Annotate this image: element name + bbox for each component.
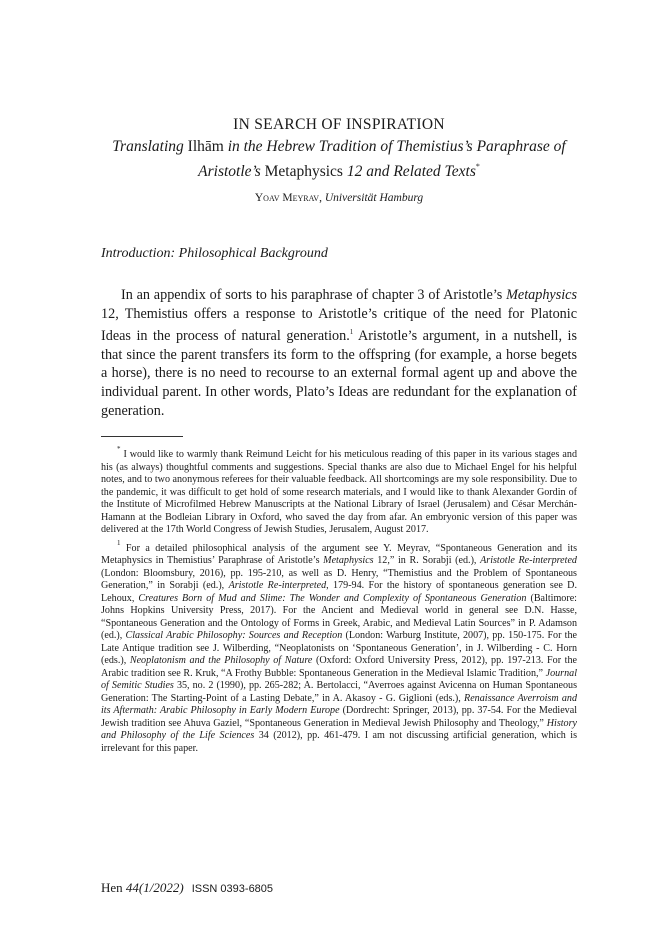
journal-issue: 44(1/2022): [125, 880, 184, 895]
footnote-text: (London: Warburg Institute, 2007), pp. 150-175. For the Late Antique tradition see J. Wilberding, “Neoplatonists on ‘Spontaneous Generation’, in J. Wilberding - C. Horn (eds.),: [101, 630, 578, 666]
footnote-italic: Metaphysics: [323, 555, 374, 566]
body-paragraph: [101, 286, 577, 420]
author-name: Yoav Meyrav: [254, 192, 320, 204]
footnote-1: [101, 537, 577, 756]
author-line: Yoav Meyrav, Universität Hamburg: [254, 192, 424, 204]
footnote-italic: Aristotle Re-interpreted: [480, 555, 577, 566]
footnote-divider: [101, 436, 183, 437]
footnotes: [101, 443, 577, 755]
section-heading: Introduction: Philosophical Background: [101, 246, 328, 261]
subtitle-italic-1: Translating: [112, 138, 184, 155]
footnote-ref-1[interactable]: 1: [349, 328, 354, 337]
footnote-italic: Classical Arabic Philosophy: Sources and Reception: [125, 630, 343, 641]
subtitle-italic-2: in the Hebrew Tradition of Themistius’s Paraphrase of Aristotle’s: [198, 138, 566, 180]
footnote-italic: Creatures Born of Mud and Slime: The Wonder and Complexity of Spontaneous Generation: [138, 592, 527, 604]
footnote-italic: Neoplatonism and the Philosophy of Nature: [129, 655, 313, 666]
footnote-text: (Dordrecht: Springer, 2013), pp. 37-54. For the Medieval Jewish tradition see Ahuva Gaziel, “Spontaneous Generation in Medieval Jewish Philosophy and Theology,”: [101, 705, 578, 729]
body-text-run: 12, Themistius offers a response to Aristotle’s critique of the need for Platonic Ideas in the process of natural generation.: [101, 305, 577, 345]
journal-issn: ISSN 0393-6805: [191, 883, 274, 895]
journal-name: Hen: [101, 880, 126, 895]
footnote-text: For a detailed philosophical analysis of the argument see Y. Meyrav, “Spontaneous Generation and its Metaphysics in Themistius’ Paraphrase of Aristotle’s: [101, 542, 577, 566]
running-footer: [101, 880, 577, 896]
subtitle-roman-2: Metaphysics: [260, 163, 347, 180]
footnote-italic: Renaissance Averroism and its Aftermath: Arabic Philosophy in Early Modern Europe: [101, 692, 577, 716]
author-affiliation: Universität Hamburg: [324, 192, 424, 204]
footnote-mark: 1: [117, 538, 121, 547]
footnote-text: (Baltimore: Johns Hopkins University Press, 2017). For the Ancient and Medieval world in general see D.N. Hasse, “Spontaneous Generation and the Ontology of Forms in Greek, Arabic, and Medieval Latin Sources” in P. Adamson (ed.),: [101, 592, 577, 641]
footnote-text: (London: Bloomsbury, 2016), pp. 195-210, as well as D. Henry, “Themistius and the Problem of Spontaneous Generation,” in Sorabji (ed.),: [101, 567, 577, 591]
footnote-text: 34 (2012), pp. 461-479. I am not discussing artificial generation, which is irrelevant for this paper.: [101, 730, 577, 754]
footnote-text: , 179-94. For the history of spontaneous generation see D. Lehoux,: [101, 580, 577, 604]
footnote-mark: *: [117, 445, 121, 453]
body-italic-run: Metaphysics: [506, 287, 577, 303]
subtitle-italic-3: 12 and Related Texts: [346, 163, 476, 180]
article-subtitle: [101, 137, 577, 182]
footnote-italic: Journal of Semitic Studies: [101, 667, 577, 691]
footnote-text: 35, no. 2 (1990), pp. 265-282; A. Bertolacci, “Averroes against Avicenna on Human Spontaneous Generation: The Starting-Point of a Lasting Debate,” in A. Akasoy - G. Giglioni (eds.),: [101, 680, 577, 704]
subtitle-roman-1: Ilhām: [183, 138, 228, 155]
footnote-star: [101, 443, 577, 537]
subtitle-footnote-mark[interactable]: *: [475, 162, 480, 171]
body-text-run: In an appendix of sorts to his paraphrase of chapter 3 of Aristotle’s: [121, 287, 507, 303]
footnote-text: (Oxford: Oxford University Press, 2012), pp. 197-213. For the Arabic tradition see R. Kruk, “A Frothy Bubble: Spontaneous Generation in the Medieval Islamic Tradition,”: [101, 655, 577, 679]
article-title: IN SEARCH OF INSPIRATION: [233, 116, 445, 133]
footnote-text: I would like to warmly thank Reimund Leicht for his meticulous reading of this paper in its various stages and his (as always) thoughtful comments and suggestions. Special thanks are also due to Michael Engel for his helpful notes, and to two anonymous referees for their valuable feedback. All shortcomings are my sole responsibility. Due to the pandemic, it was difficult to get hold of some research materials, and I would like to thank Alexander Gordin of the Institute of Microfilmed Hebrew Manuscripts at the National Library of Israel (Jerusalem) and César Merchán-Hamann at the Bodleian Library in Oxford, who saved the day from afar. An embryonic version of this paper was delivered at the 17th World Congress of Jewish Studies, Jerusalem, August 2017.: [101, 449, 577, 535]
footnote-italic: History and Philosophy of the Life Sciences: [101, 717, 577, 741]
footnote-text: 12,” in R. Sorabji (ed.),: [373, 555, 481, 566]
footnote-italic: Aristotle Re-interpreted: [228, 580, 327, 591]
body-text-run: Aristotle’s argument, in a nutshell, is that since the parent transfers its form to the offspring (for example, a horse begets a horse), there is no need to recourse to an external formal agent up and above the individual parent. In other words, Plato’s Ideas are redundant for the explanation of generation.: [101, 328, 578, 419]
